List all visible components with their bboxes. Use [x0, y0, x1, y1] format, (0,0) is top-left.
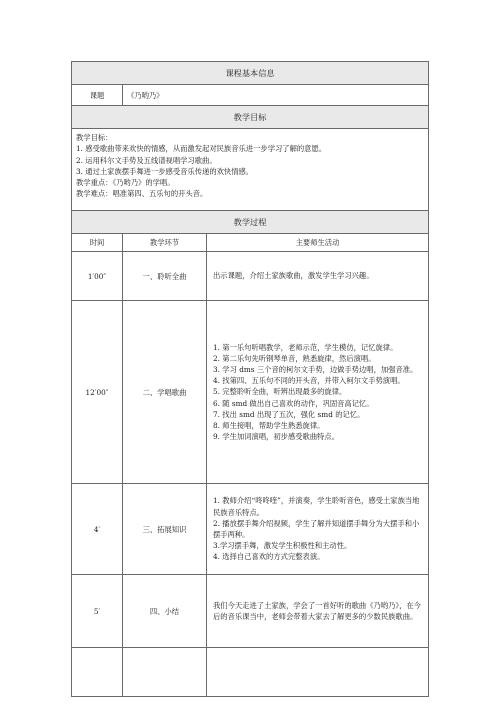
activity-line: 1. 教师介绍“咚咚喹”，并演奏，学生聆听音色，感受土家族当地民族音乐特点。	[213, 496, 420, 517]
activity-line: 4. 找第四、五乐句不同的开头音，并带入柯尔文手势演唱。	[213, 376, 405, 386]
goals-cell	[72, 129, 429, 211]
title-row	[72, 62, 429, 85]
column-header-time: 时间	[72, 234, 123, 252]
goals-line: 2. 运用科尔文手势及五线谱视唱学习歌曲。	[76, 155, 217, 165]
activity-line: 7. 找出 smd 出现了五次，强化 smd 的记忆。	[213, 409, 365, 419]
column-header-stage: 教学环节	[123, 234, 207, 252]
row-time: 1′00″	[72, 252, 123, 301]
row-time: 4′	[72, 484, 123, 575]
row-stage: 二、学唱歌曲	[123, 301, 207, 484]
goals-heading-row	[72, 106, 429, 129]
goals-line: 教学目标：	[76, 133, 113, 142]
document-title: 课程基本信息	[72, 62, 429, 85]
activity-line: 1. 第一乐句听唱教学，老师示范，学生模仿，记忆旋律。	[213, 342, 398, 352]
activity-line: 4. 选择自己喜欢的方式完整表演。	[213, 552, 325, 562]
activity-line: 2. 播放摆手舞介绍视频，学生了解并知道摆手舞分为大摆手和小摆手两种。	[213, 518, 420, 539]
lesson-plan-table	[71, 61, 429, 697]
table-row	[72, 252, 429, 301]
table-row	[72, 484, 429, 575]
row-time: 12′00″	[72, 301, 123, 484]
empty-cell	[72, 648, 123, 697]
row-stage: 四、小结	[123, 575, 207, 648]
row-stage: 一、聆听全曲	[123, 252, 207, 301]
goals-line: 教学重点：《乃哟乃》的学唱。	[76, 178, 175, 188]
process-heading-row	[72, 211, 429, 234]
goals-line: 教学难点：唱准第四、五乐句的开头音。	[76, 189, 208, 199]
topic-label: 课题	[72, 85, 123, 106]
column-header-activities: 主要师生活动	[207, 234, 429, 252]
process-column-header-row	[72, 234, 429, 252]
activity-line: 3. 学习 dms 三个音的柯尔文手势，边做手势边唱，加强音准。	[213, 364, 418, 374]
row-activities	[207, 575, 429, 648]
lesson-plan-document	[71, 61, 428, 697]
empty-cell	[207, 648, 429, 697]
activity-line: 我们今天走进了土家族，学会了一首好听的歌曲《乃哟乃》，在今后的音乐课当中，老师会带着大家去了解更多的少数民族歌曲。	[213, 600, 421, 621]
activity-line: 9. 学生加词演唱，初步感受歌曲特点。	[213, 432, 340, 442]
activity-line: 5. 完整聆听全曲，听辨出现最多的旋律。	[213, 387, 347, 397]
row-activities	[207, 484, 429, 575]
activity-line: 出示课题，介绍土家族歌曲，激发学生学习兴趣。	[213, 271, 374, 281]
process-heading: 教学过程	[72, 211, 429, 234]
goals-heading: 教学目标	[72, 106, 429, 129]
activity-line: 3.学习摆手舞，激发学生积极性和主动性。	[213, 541, 352, 551]
empty-cell	[123, 648, 207, 697]
activity-line: 8. 师生接唱，帮助学生熟悉旋律。	[213, 421, 325, 430]
activity-line: 2. 第二乐句先听钢琴单音，熟悉旋律，然后演唱。	[213, 353, 376, 363]
topic-row	[72, 85, 429, 106]
table-row	[72, 648, 429, 697]
row-activities	[207, 252, 429, 301]
table-row	[72, 301, 429, 484]
row-activities	[207, 301, 429, 484]
row-time: 5′	[72, 575, 123, 648]
row-stage: 三、拓展知识	[123, 484, 207, 575]
goals-line: 3. 通过土家族摆手舞进一步感受音乐传递的欢快情感。	[76, 166, 254, 176]
topic-value: 《乃哟乃》	[123, 85, 429, 106]
activity-line: 6. 随 smd 做出自己喜欢的动作，巩固音高记忆。	[213, 398, 374, 408]
goals-row	[72, 129, 429, 211]
table-row	[72, 575, 429, 648]
goals-line: 1. 感受歌曲带来欢快的情感，从而激发起对民族音乐进一步学习了解的意愿。	[76, 144, 327, 154]
